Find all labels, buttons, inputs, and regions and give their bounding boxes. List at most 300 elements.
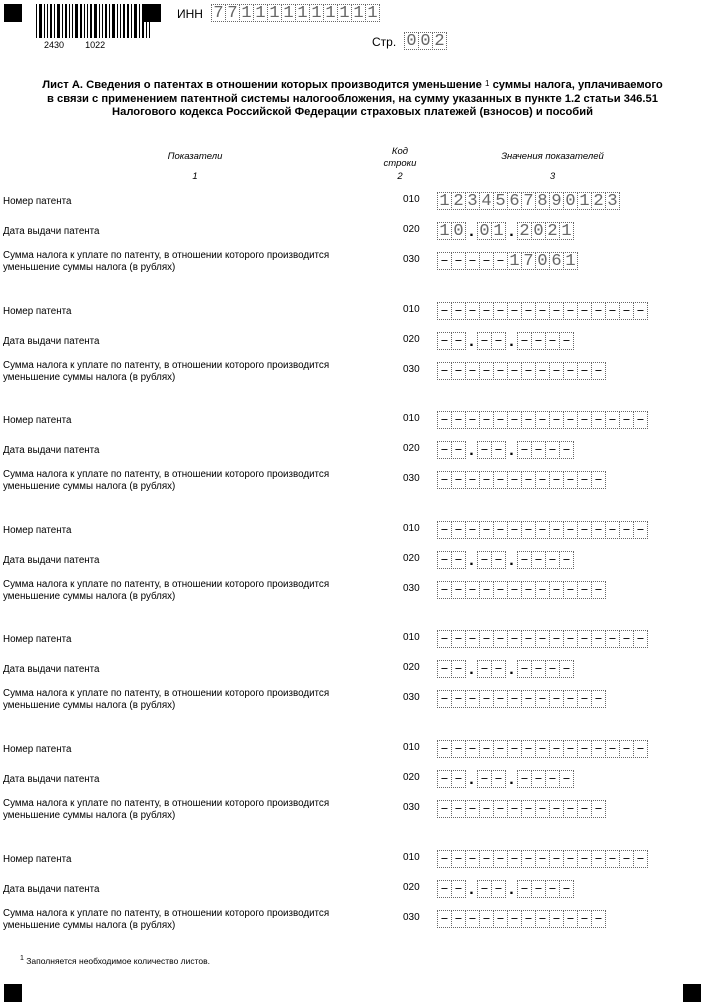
date-year-cell[interactable]: – xyxy=(545,660,560,678)
tax-amount-cell[interactable]: – xyxy=(563,800,578,818)
patent-number-field[interactable] xyxy=(437,850,648,868)
tax-amount-cell[interactable]: – xyxy=(563,581,578,599)
patent-number-cell[interactable]: – xyxy=(479,740,494,758)
patent-number-cell[interactable]: – xyxy=(633,411,648,429)
tax-amount-cell[interactable]: – xyxy=(451,581,466,599)
date-year-cell[interactable]: – xyxy=(545,770,560,788)
patent-number-cell[interactable]: – xyxy=(563,740,578,758)
patent-number-cell[interactable]: – xyxy=(563,521,578,539)
tax-amount-cell[interactable]: – xyxy=(465,910,480,928)
patent-number-cell[interactable]: – xyxy=(451,850,466,868)
patent-number-cell[interactable]: 7 xyxy=(521,192,536,210)
tax-amount-cell[interactable]: – xyxy=(535,471,550,489)
page-number-field[interactable] xyxy=(404,32,447,50)
patent-number-cell[interactable]: – xyxy=(493,521,508,539)
patent-number-cell[interactable]: – xyxy=(535,740,550,758)
patent-number-cell[interactable]: – xyxy=(591,630,606,648)
tax-amount-cell[interactable]: 6 xyxy=(549,252,564,270)
tax-amount-cell[interactable]: – xyxy=(479,910,494,928)
tax-amount-cell[interactable]: – xyxy=(437,581,452,599)
patent-number-cell[interactable]: – xyxy=(577,411,592,429)
patent-number-cell[interactable]: – xyxy=(577,521,592,539)
patent-number-cell[interactable]: – xyxy=(521,630,536,648)
patent-number-cell[interactable]: – xyxy=(535,850,550,868)
patent-number-cell[interactable]: – xyxy=(521,302,536,320)
date-day-cell[interactable]: – xyxy=(451,441,466,459)
tax-amount-cell[interactable]: – xyxy=(479,252,494,270)
date-year-cell[interactable]: – xyxy=(559,551,574,569)
date-month-cell[interactable]: – xyxy=(477,332,492,350)
tax-amount-cell[interactable]: – xyxy=(451,471,466,489)
patent-number-cell[interactable]: – xyxy=(605,411,620,429)
tax-amount-cell[interactable]: – xyxy=(465,800,480,818)
inn-field[interactable] xyxy=(211,4,380,22)
patent-number-cell[interactable]: – xyxy=(563,630,578,648)
tax-amount-cell[interactable]: – xyxy=(549,581,564,599)
patent-number-cell[interactable]: 3 xyxy=(605,192,620,210)
inn-digit-cell[interactable]: 1 xyxy=(323,4,338,22)
date-month-cell[interactable]: 1 xyxy=(491,222,506,240)
tax-amount-cell[interactable]: 1 xyxy=(507,252,522,270)
tax-amount-cell[interactable]: – xyxy=(451,362,466,380)
patent-number-cell[interactable]: – xyxy=(591,740,606,758)
date-month-cell[interactable]: – xyxy=(477,770,492,788)
patent-number-cell[interactable]: – xyxy=(605,740,620,758)
date-year-group[interactable] xyxy=(517,770,574,790)
tax-amount-cell[interactable]: – xyxy=(577,362,592,380)
patent-number-cell[interactable]: – xyxy=(479,302,494,320)
date-year-cell[interactable]: – xyxy=(517,551,532,569)
tax-amount-cell[interactable]: 1 xyxy=(563,252,578,270)
tax-amount-cell[interactable]: – xyxy=(493,910,508,928)
tax-amount-cell[interactable]: – xyxy=(521,362,536,380)
tax-amount-cell[interactable]: – xyxy=(451,800,466,818)
page-digit-cell[interactable]: 2 xyxy=(432,32,447,50)
patent-number-cell[interactable]: – xyxy=(437,740,452,758)
tax-amount-cell[interactable]: – xyxy=(549,910,564,928)
tax-amount-cell[interactable]: – xyxy=(507,910,522,928)
tax-amount-field[interactable] xyxy=(437,252,578,270)
tax-amount-field[interactable] xyxy=(437,362,606,380)
patent-number-cell[interactable]: – xyxy=(577,302,592,320)
tax-amount-cell[interactable]: – xyxy=(563,362,578,380)
patent-number-cell[interactable]: – xyxy=(521,850,536,868)
patent-number-cell[interactable]: – xyxy=(549,521,564,539)
patent-number-cell[interactable]: – xyxy=(465,521,480,539)
patent-number-cell[interactable]: – xyxy=(451,630,466,648)
tax-amount-cell[interactable]: 0 xyxy=(535,252,550,270)
patent-number-cell[interactable]: – xyxy=(563,850,578,868)
patent-number-cell[interactable]: – xyxy=(451,302,466,320)
tax-amount-field[interactable] xyxy=(437,910,606,928)
patent-number-cell[interactable]: 2 xyxy=(451,192,466,210)
patent-number-cell[interactable]: – xyxy=(549,630,564,648)
patent-number-cell[interactable]: – xyxy=(493,850,508,868)
tax-amount-cell[interactable]: – xyxy=(465,471,480,489)
date-year-cell[interactable]: – xyxy=(559,332,574,350)
patent-number-cell[interactable]: – xyxy=(591,850,606,868)
patent-number-cell[interactable]: 9 xyxy=(549,192,564,210)
tax-amount-cell[interactable]: – xyxy=(493,581,508,599)
date-month-group[interactable] xyxy=(477,660,506,680)
date-month-cell[interactable]: – xyxy=(491,660,506,678)
tax-amount-cell[interactable]: – xyxy=(521,581,536,599)
patent-number-cell[interactable]: – xyxy=(479,411,494,429)
patent-number-cell[interactable]: – xyxy=(451,740,466,758)
issue-date-field[interactable] xyxy=(437,222,574,242)
date-year-cell[interactable]: – xyxy=(531,441,546,459)
patent-number-field[interactable] xyxy=(437,740,648,758)
tax-amount-cell[interactable]: – xyxy=(577,800,592,818)
patent-number-cell[interactable]: – xyxy=(633,302,648,320)
date-month-cell[interactable]: – xyxy=(491,880,506,898)
patent-number-field[interactable] xyxy=(437,192,620,210)
date-month-cell[interactable]: – xyxy=(491,551,506,569)
tax-amount-cell[interactable]: – xyxy=(591,910,606,928)
tax-amount-cell[interactable]: – xyxy=(591,800,606,818)
tax-amount-cell[interactable]: – xyxy=(535,362,550,380)
date-day-cell[interactable]: 0 xyxy=(451,222,466,240)
patent-number-cell[interactable]: – xyxy=(549,302,564,320)
patent-number-cell[interactable]: – xyxy=(437,850,452,868)
tax-amount-cell[interactable]: – xyxy=(535,800,550,818)
date-day-cell[interactable]: – xyxy=(451,770,466,788)
date-year-group[interactable] xyxy=(517,660,574,680)
date-day-cell[interactable]: – xyxy=(437,880,452,898)
date-month-cell[interactable]: – xyxy=(477,880,492,898)
tax-amount-cell[interactable]: – xyxy=(577,471,592,489)
patent-number-cell[interactable]: – xyxy=(549,740,564,758)
patent-number-cell[interactable]: – xyxy=(535,411,550,429)
date-month-group[interactable] xyxy=(477,770,506,790)
tax-amount-cell[interactable]: 7 xyxy=(521,252,536,270)
date-month-cell[interactable]: – xyxy=(491,441,506,459)
patent-number-cell[interactable]: – xyxy=(493,411,508,429)
patent-number-cell[interactable]: – xyxy=(619,850,634,868)
patent-number-cell[interactable]: – xyxy=(521,740,536,758)
date-year-cell[interactable]: – xyxy=(517,880,532,898)
date-day-group[interactable] xyxy=(437,332,466,352)
date-year-cell[interactable]: – xyxy=(517,332,532,350)
tax-amount-cell[interactable]: – xyxy=(479,471,494,489)
patent-number-cell[interactable]: – xyxy=(493,740,508,758)
patent-number-cell[interactable]: – xyxy=(437,411,452,429)
date-day-group[interactable] xyxy=(437,441,466,461)
tax-amount-cell[interactable]: – xyxy=(507,471,522,489)
tax-amount-field[interactable] xyxy=(437,581,606,599)
patent-number-cell[interactable]: – xyxy=(465,630,480,648)
tax-amount-cell[interactable]: – xyxy=(535,581,550,599)
date-month-group[interactable] xyxy=(477,880,506,900)
date-day-group[interactable] xyxy=(437,660,466,680)
patent-number-cell[interactable]: – xyxy=(535,521,550,539)
date-day-group[interactable] xyxy=(437,880,466,900)
patent-number-cell[interactable]: – xyxy=(465,411,480,429)
inn-digit-cell[interactable]: 1 xyxy=(351,4,366,22)
patent-number-cell[interactable]: – xyxy=(633,521,648,539)
date-month-cell[interactable]: 0 xyxy=(477,222,492,240)
inn-digit-cell[interactable]: 1 xyxy=(281,4,296,22)
tax-amount-cell[interactable]: – xyxy=(521,690,536,708)
date-month-cell[interactable]: – xyxy=(477,551,492,569)
tax-amount-cell[interactable]: – xyxy=(577,910,592,928)
date-month-group[interactable] xyxy=(477,332,506,352)
date-year-group[interactable] xyxy=(517,332,574,352)
tax-amount-field[interactable] xyxy=(437,800,606,818)
tax-amount-cell[interactable]: – xyxy=(507,362,522,380)
date-day-group[interactable] xyxy=(437,222,466,242)
issue-date-field[interactable] xyxy=(437,880,574,900)
date-day-cell[interactable]: 1 xyxy=(437,222,452,240)
date-month-group[interactable] xyxy=(477,222,506,242)
date-year-group[interactable] xyxy=(517,551,574,571)
date-day-cell[interactable]: – xyxy=(451,551,466,569)
patent-number-cell[interactable]: – xyxy=(507,521,522,539)
patent-number-cell[interactable]: – xyxy=(591,521,606,539)
tax-amount-cell[interactable]: – xyxy=(507,800,522,818)
date-day-cell[interactable]: – xyxy=(451,332,466,350)
tax-amount-cell[interactable]: – xyxy=(437,800,452,818)
patent-number-cell[interactable]: – xyxy=(577,740,592,758)
patent-number-cell[interactable]: – xyxy=(619,521,634,539)
tax-amount-cell[interactable]: – xyxy=(549,690,564,708)
date-day-cell[interactable]: – xyxy=(437,332,452,350)
date-month-group[interactable] xyxy=(477,551,506,571)
tax-amount-cell[interactable]: – xyxy=(493,252,508,270)
date-day-cell[interactable]: – xyxy=(437,660,452,678)
tax-amount-cell[interactable]: – xyxy=(577,581,592,599)
date-year-cell[interactable]: – xyxy=(545,332,560,350)
date-year-cell[interactable]: – xyxy=(531,880,546,898)
date-day-cell[interactable]: – xyxy=(437,551,452,569)
date-year-cell[interactable]: 1 xyxy=(559,222,574,240)
patent-number-cell[interactable]: – xyxy=(465,740,480,758)
patent-number-cell[interactable]: – xyxy=(479,521,494,539)
patent-number-cell[interactable]: – xyxy=(619,630,634,648)
tax-amount-cell[interactable]: – xyxy=(521,800,536,818)
patent-number-cell[interactable]: – xyxy=(549,850,564,868)
issue-date-field[interactable] xyxy=(437,660,574,680)
patent-number-cell[interactable]: – xyxy=(605,850,620,868)
patent-number-cell[interactable]: – xyxy=(633,630,648,648)
patent-number-cell[interactable]: – xyxy=(521,521,536,539)
patent-number-cell[interactable]: – xyxy=(465,850,480,868)
patent-number-cell[interactable]: – xyxy=(619,302,634,320)
tax-amount-cell[interactable]: – xyxy=(577,690,592,708)
date-year-cell[interactable]: 2 xyxy=(517,222,532,240)
tax-amount-cell[interactable]: – xyxy=(479,362,494,380)
tax-amount-cell[interactable]: – xyxy=(479,800,494,818)
patent-number-field[interactable] xyxy=(437,411,648,429)
patent-number-cell[interactable]: – xyxy=(549,411,564,429)
patent-number-cell[interactable]: – xyxy=(521,411,536,429)
patent-number-cell[interactable]: – xyxy=(465,302,480,320)
patent-number-cell[interactable]: – xyxy=(507,411,522,429)
date-year-group[interactable] xyxy=(517,222,574,242)
date-day-cell[interactable]: – xyxy=(437,770,452,788)
inn-digit-cell[interactable]: 1 xyxy=(253,4,268,22)
tax-amount-cell[interactable]: – xyxy=(549,800,564,818)
patent-number-cell[interactable]: – xyxy=(633,850,648,868)
date-year-cell[interactable]: – xyxy=(531,551,546,569)
date-day-cell[interactable]: – xyxy=(437,441,452,459)
date-year-cell[interactable]: – xyxy=(531,770,546,788)
tax-amount-cell[interactable]: – xyxy=(437,690,452,708)
patent-number-cell[interactable]: 8 xyxy=(535,192,550,210)
patent-number-cell[interactable]: – xyxy=(479,850,494,868)
patent-number-cell[interactable]: 4 xyxy=(479,192,494,210)
inn-digit-cell[interactable]: 7 xyxy=(211,4,226,22)
patent-number-cell[interactable]: 6 xyxy=(507,192,522,210)
patent-number-cell[interactable]: – xyxy=(507,850,522,868)
date-year-cell[interactable]: – xyxy=(517,660,532,678)
patent-number-cell[interactable]: 3 xyxy=(465,192,480,210)
patent-number-cell[interactable]: – xyxy=(605,302,620,320)
tax-amount-cell[interactable]: – xyxy=(591,471,606,489)
patent-number-cell[interactable]: – xyxy=(493,302,508,320)
tax-amount-cell[interactable]: – xyxy=(563,690,578,708)
tax-amount-cell[interactable]: – xyxy=(591,362,606,380)
tax-amount-cell[interactable]: – xyxy=(479,581,494,599)
inn-digit-cell[interactable]: 1 xyxy=(337,4,352,22)
issue-date-field[interactable] xyxy=(437,770,574,790)
patent-number-cell[interactable]: – xyxy=(451,521,466,539)
inn-digit-cell[interactable]: 7 xyxy=(225,4,240,22)
tax-amount-field[interactable] xyxy=(437,471,606,489)
tax-amount-cell[interactable]: – xyxy=(591,690,606,708)
tax-amount-cell[interactable]: – xyxy=(507,690,522,708)
patent-number-cell[interactable]: – xyxy=(437,521,452,539)
date-year-cell[interactable]: – xyxy=(517,441,532,459)
tax-amount-cell[interactable]: – xyxy=(563,910,578,928)
tax-amount-cell[interactable]: – xyxy=(465,362,480,380)
patent-number-cell[interactable]: – xyxy=(619,740,634,758)
tax-amount-cell[interactable]: – xyxy=(479,690,494,708)
tax-amount-cell[interactable]: – xyxy=(451,910,466,928)
tax-amount-cell[interactable]: – xyxy=(535,690,550,708)
issue-date-field[interactable] xyxy=(437,332,574,352)
inn-digit-cell[interactable]: 1 xyxy=(239,4,254,22)
date-year-cell[interactable]: – xyxy=(545,441,560,459)
patent-number-cell[interactable]: – xyxy=(577,630,592,648)
patent-number-cell[interactable]: – xyxy=(507,302,522,320)
date-year-cell[interactable]: – xyxy=(531,332,546,350)
patent-number-cell[interactable]: – xyxy=(437,302,452,320)
date-day-cell[interactable]: – xyxy=(451,880,466,898)
tax-amount-cell[interactable]: – xyxy=(437,471,452,489)
tax-amount-cell[interactable]: – xyxy=(437,910,452,928)
patent-number-cell[interactable]: – xyxy=(437,630,452,648)
tax-amount-cell[interactable]: – xyxy=(549,471,564,489)
date-year-cell[interactable]: – xyxy=(559,441,574,459)
tax-amount-cell[interactable]: – xyxy=(549,362,564,380)
patent-number-cell[interactable]: – xyxy=(563,302,578,320)
patent-number-cell[interactable]: – xyxy=(535,630,550,648)
date-year-cell[interactable]: 0 xyxy=(531,222,546,240)
date-year-cell[interactable]: – xyxy=(517,770,532,788)
date-year-cell[interactable]: – xyxy=(545,880,560,898)
tax-amount-cell[interactable]: – xyxy=(465,690,480,708)
inn-digit-cell[interactable]: 1 xyxy=(365,4,380,22)
tax-amount-cell[interactable]: – xyxy=(465,252,480,270)
patent-number-cell[interactable]: – xyxy=(563,411,578,429)
date-year-group[interactable] xyxy=(517,880,574,900)
patent-number-cell[interactable]: 1 xyxy=(577,192,592,210)
date-year-cell[interactable]: 2 xyxy=(545,222,560,240)
tax-amount-cell[interactable]: – xyxy=(437,252,452,270)
tax-amount-cell[interactable]: – xyxy=(507,581,522,599)
page-digit-cell[interactable]: 0 xyxy=(418,32,433,50)
patent-number-cell[interactable]: – xyxy=(451,411,466,429)
patent-number-cell[interactable]: 0 xyxy=(563,192,578,210)
tax-amount-cell[interactable]: – xyxy=(451,690,466,708)
date-day-group[interactable] xyxy=(437,551,466,571)
inn-digit-cell[interactable]: 1 xyxy=(267,4,282,22)
inn-digit-cell[interactable]: 1 xyxy=(295,4,310,22)
date-day-cell[interactable]: – xyxy=(451,660,466,678)
issue-date-field[interactable] xyxy=(437,551,574,571)
tax-amount-cell[interactable]: – xyxy=(493,362,508,380)
patent-number-cell[interactable]: – xyxy=(493,630,508,648)
tax-amount-cell[interactable]: – xyxy=(521,910,536,928)
date-year-cell[interactable]: – xyxy=(545,551,560,569)
patent-number-field[interactable] xyxy=(437,630,648,648)
tax-amount-cell[interactable]: – xyxy=(465,581,480,599)
patent-number-field[interactable] xyxy=(437,521,648,539)
date-year-group[interactable] xyxy=(517,441,574,461)
date-year-cell[interactable]: – xyxy=(559,660,574,678)
issue-date-field[interactable] xyxy=(437,441,574,461)
patent-number-field[interactable] xyxy=(437,302,648,320)
tax-amount-cell[interactable]: – xyxy=(563,471,578,489)
patent-number-cell[interactable]: 1 xyxy=(437,192,452,210)
tax-amount-cell[interactable]: – xyxy=(451,252,466,270)
patent-number-cell[interactable]: – xyxy=(633,740,648,758)
patent-number-cell[interactable]: – xyxy=(591,302,606,320)
patent-number-cell[interactable]: – xyxy=(535,302,550,320)
tax-amount-cell[interactable]: – xyxy=(521,471,536,489)
tax-amount-cell[interactable]: – xyxy=(493,690,508,708)
date-month-cell[interactable]: – xyxy=(491,332,506,350)
date-month-group[interactable] xyxy=(477,441,506,461)
tax-amount-cell[interactable]: – xyxy=(591,581,606,599)
patent-number-cell[interactable]: – xyxy=(605,630,620,648)
date-month-cell[interactable]: – xyxy=(491,770,506,788)
patent-number-cell[interactable]: – xyxy=(605,521,620,539)
date-year-cell[interactable]: – xyxy=(531,660,546,678)
patent-number-cell[interactable]: – xyxy=(619,411,634,429)
patent-number-cell[interactable]: – xyxy=(507,740,522,758)
tax-amount-cell[interactable]: – xyxy=(535,910,550,928)
date-month-cell[interactable]: – xyxy=(477,660,492,678)
inn-digit-cell[interactable]: 1 xyxy=(309,4,324,22)
patent-number-cell[interactable]: 5 xyxy=(493,192,508,210)
patent-number-cell[interactable]: – xyxy=(507,630,522,648)
date-year-cell[interactable]: – xyxy=(559,880,574,898)
tax-amount-cell[interactable]: – xyxy=(493,471,508,489)
date-month-cell[interactable]: – xyxy=(477,441,492,459)
patent-number-cell[interactable]: – xyxy=(591,411,606,429)
tax-amount-cell[interactable]: – xyxy=(493,800,508,818)
patent-number-cell[interactable]: – xyxy=(577,850,592,868)
page-digit-cell[interactable]: 0 xyxy=(404,32,419,50)
patent-number-cell[interactable]: 2 xyxy=(591,192,606,210)
patent-number-cell[interactable]: – xyxy=(479,630,494,648)
tax-amount-cell[interactable]: – xyxy=(437,362,452,380)
date-day-group[interactable] xyxy=(437,770,466,790)
tax-amount-field[interactable] xyxy=(437,690,606,708)
date-year-cell[interactable]: – xyxy=(559,770,574,788)
